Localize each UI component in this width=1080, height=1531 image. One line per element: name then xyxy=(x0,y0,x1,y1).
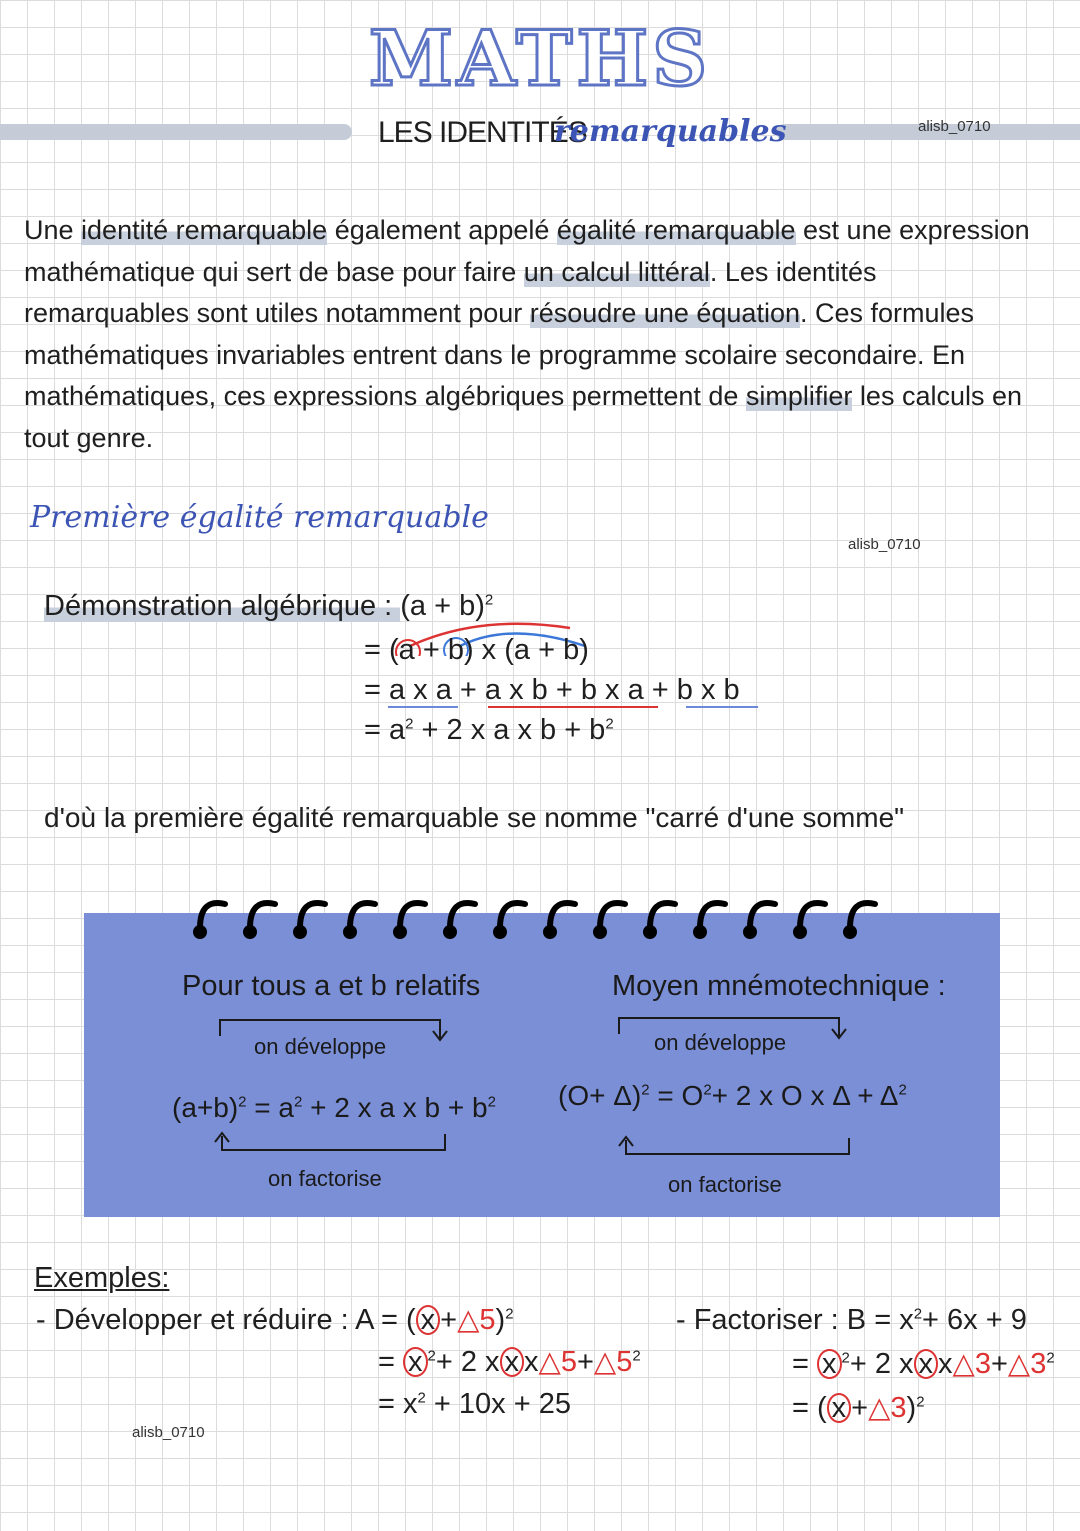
ring xyxy=(400,903,425,928)
ring xyxy=(700,903,725,928)
example-label: - Développer et réduire : A = ( xyxy=(36,1304,416,1336)
exp: 2 xyxy=(427,1347,436,1365)
formula-exp: 2 xyxy=(238,1093,247,1111)
examples-title: Exemples: xyxy=(34,1262,170,1294)
demo-line1: = (a + b) x (a + b) xyxy=(364,634,589,666)
demo-line2: = a x a + a x b + b x a + b x b xyxy=(364,674,740,706)
demo-exp: 2 xyxy=(484,591,494,609)
hole xyxy=(393,925,407,939)
section-handle: alisb_0710 xyxy=(848,536,921,553)
formula-exp: 2 xyxy=(703,1081,712,1099)
ring xyxy=(750,903,775,928)
hole xyxy=(643,925,657,939)
eq-sign: = xyxy=(378,1346,403,1378)
hole xyxy=(493,925,507,939)
circled-x: x xyxy=(416,1305,441,1335)
formula-exp: 2 xyxy=(898,1081,907,1099)
formula-exp: 2 xyxy=(641,1081,650,1099)
intro-highlight: résoudre une équation xyxy=(529,298,800,329)
ring xyxy=(500,903,525,928)
ring xyxy=(200,903,225,928)
triangle-3: △3 xyxy=(1007,1348,1047,1380)
card-right-fact: on factorise xyxy=(668,1172,782,1197)
formula-part: + 2 x O x Δ + Δ xyxy=(711,1080,899,1111)
card-right-title: Moyen mnémotechnique : xyxy=(612,970,946,1002)
triangle-value: 3 xyxy=(974,1348,991,1380)
underline-red xyxy=(488,706,658,708)
ring xyxy=(250,903,275,928)
triangle-value: 5 xyxy=(479,1304,496,1336)
demo-conclusion: d'où la première égalité remarquable se nomme "carré d'une somme" xyxy=(44,802,905,833)
circled-x: x xyxy=(914,1349,939,1379)
example-text: = x xyxy=(378,1388,418,1420)
triangle-5: △5 xyxy=(457,1304,496,1336)
card-left-dev: on développe xyxy=(254,1034,387,1059)
demo-line3 xyxy=(364,714,614,747)
example-develop-line3 xyxy=(378,1388,571,1421)
circled-x: x xyxy=(500,1347,525,1377)
formula-part: + 2 x a x b + b xyxy=(302,1092,488,1123)
triangle-value: 5 xyxy=(560,1346,577,1378)
page-title: MATHS xyxy=(368,14,712,103)
intro-text: . Ces formules mathématiques invariables entrent dans le programme scolaire secondaire. En mathématiques, ces expressions algébriques permettent de xyxy=(24,298,975,412)
card-left-fact: on factorise xyxy=(268,1166,382,1191)
example-develop-line2: = x $^2$+ 2 x x $x\triangle 5+\triangle 5^2$ xyxy=(378,1346,641,1378)
hole xyxy=(543,925,557,939)
header-handle: alisb_0710 xyxy=(918,118,991,135)
demo-exp: 2 xyxy=(605,715,614,733)
ring xyxy=(600,903,625,928)
hole xyxy=(243,925,257,939)
exp: 2 xyxy=(916,1393,925,1411)
hole xyxy=(793,925,807,939)
example-text: = ( xyxy=(792,1392,827,1424)
example-develop-line1: - Développer et réduire : A = ( x +△5)$^2$ xyxy=(36,1304,514,1336)
factor-arrow-left xyxy=(210,1130,450,1156)
ring xyxy=(450,903,475,928)
hole xyxy=(343,925,357,939)
demo-expr: (a + b) xyxy=(400,590,485,622)
circled-x: x xyxy=(403,1347,428,1377)
exp: 2 xyxy=(841,1349,850,1367)
hole xyxy=(193,925,207,939)
example-factor-line2: = x $^2$+ 2 x x $x\triangle 3+\triangle 3^2$ xyxy=(792,1348,1055,1380)
hole xyxy=(843,925,857,939)
formula-exp: 2 xyxy=(487,1093,496,1111)
hole xyxy=(593,925,607,939)
ring xyxy=(300,903,325,928)
ring xyxy=(800,903,825,928)
ring xyxy=(650,903,675,928)
exp: 2 xyxy=(505,1305,514,1323)
footer-handle: alisb_0710 xyxy=(132,1424,205,1441)
hole xyxy=(743,925,757,939)
underline-blue xyxy=(686,706,758,708)
spiral-binding xyxy=(190,886,890,946)
exp: 2 xyxy=(913,1305,923,1323)
formula-exp: 2 xyxy=(293,1093,303,1111)
ring xyxy=(550,903,575,928)
formula-part: (a+b) xyxy=(172,1092,239,1123)
subtitle: LES IDENTITÉS xyxy=(378,116,587,149)
formula-part: = a xyxy=(246,1092,294,1123)
circled-x: x xyxy=(817,1349,842,1379)
card-right-dev: on développe xyxy=(654,1030,787,1055)
example-text: + 2 x xyxy=(435,1346,500,1378)
ring xyxy=(850,903,875,928)
card-right-formula xyxy=(558,1080,907,1112)
formula-part: = O xyxy=(649,1080,704,1111)
triangle-3: △3 xyxy=(868,1392,907,1424)
section-title: Première égalité remarquable xyxy=(30,500,489,535)
triangle-value: 5 xyxy=(616,1346,633,1378)
intro-text: les calculs en tout genre. xyxy=(24,381,1023,453)
factor-arrow-right xyxy=(614,1134,854,1160)
triangle-value: 3 xyxy=(1030,1348,1047,1380)
formula-part: (O+ Δ) xyxy=(558,1080,642,1111)
example-label: - Factoriser : B = x xyxy=(676,1304,914,1336)
eq-sign: = xyxy=(792,1348,817,1380)
intro-text: également appelé xyxy=(327,215,557,245)
ring xyxy=(350,903,375,928)
triangle-5: △5 xyxy=(538,1346,577,1378)
intro-text: . Les identités remarquables sont utiles notamment pour xyxy=(24,256,877,329)
example-factor-line3: = ( x +△3)$^2$ xyxy=(792,1392,925,1424)
triangle-value: 3 xyxy=(890,1392,907,1424)
example-factor-line1 xyxy=(676,1304,1027,1337)
exp: 2 xyxy=(1046,1349,1055,1367)
exp: 2 xyxy=(417,1389,426,1407)
underline-blue xyxy=(388,706,458,708)
demo-line3-a: = a xyxy=(364,714,406,746)
formula-card xyxy=(84,913,1000,1217)
example-text: + 6x + 9 xyxy=(922,1304,1027,1336)
card-left-formula xyxy=(172,1092,496,1124)
intro-highlight: identité remarquable xyxy=(81,215,328,245)
demo-label: Démonstration algébrique : xyxy=(44,590,401,622)
demo-exp: 2 xyxy=(405,715,414,733)
example-text: + 2 x xyxy=(849,1348,914,1380)
intro-text: est une expression mathématique qui sert de base pour faire xyxy=(24,215,1030,287)
intro-paragraph xyxy=(24,210,1034,460)
hole xyxy=(293,925,307,939)
exp: 2 xyxy=(632,1347,641,1365)
circled-x: x xyxy=(827,1393,852,1423)
hole xyxy=(693,925,707,939)
intro-highlight: un calcul littéral xyxy=(523,256,710,287)
triangle-3: △3 xyxy=(952,1348,991,1380)
card-left-title: Pour tous a et b relatifs xyxy=(182,970,481,1002)
example-text: + 10x + 25 xyxy=(425,1388,571,1420)
hole xyxy=(443,925,457,939)
intro-text: Une xyxy=(24,215,82,245)
title-bar-left xyxy=(0,124,352,140)
subtitle-script: remarquables xyxy=(554,114,787,149)
demo-line3-b: + 2 x a x b + b xyxy=(413,714,606,746)
triangle-5: △5 xyxy=(593,1346,633,1378)
intro-highlight: simplifier xyxy=(745,381,853,412)
intro-highlight: égalité remarquable xyxy=(556,215,796,245)
